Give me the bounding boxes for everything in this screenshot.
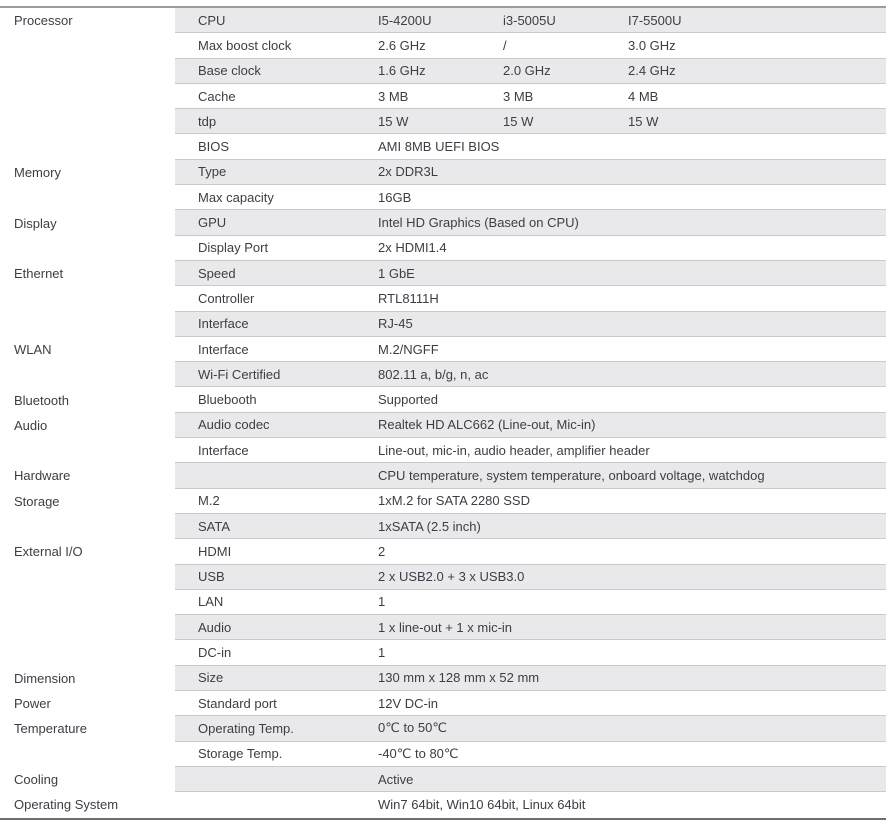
table-row <box>0 387 886 412</box>
row-body <box>175 767 886 792</box>
value-cell: 1 GbE <box>378 265 415 281</box>
table-row <box>0 666 886 691</box>
spec-table <box>0 6 886 820</box>
property-label: SATA <box>198 518 231 534</box>
table-row <box>0 438 886 463</box>
value-cell: 2 <box>378 543 386 559</box>
property-label: M.2 <box>198 493 220 509</box>
property-label: tdp <box>198 113 217 129</box>
category-label <box>0 185 175 210</box>
category-label: WLAN <box>14 342 52 357</box>
property-label: DC-in <box>198 645 232 661</box>
value-cell: / <box>503 37 507 53</box>
category-label <box>0 59 175 84</box>
table-row <box>0 640 886 665</box>
property-label: GPU <box>198 215 227 231</box>
value-cell: 3 MB <box>378 88 409 104</box>
value-cell: RJ-45 <box>378 316 413 332</box>
table-row <box>0 8 886 33</box>
table-row <box>0 59 886 84</box>
property-label: Audio codec <box>198 417 270 433</box>
property-label: Interface <box>198 341 249 357</box>
category-label <box>0 438 175 463</box>
table-row <box>0 792 886 817</box>
table-row <box>0 514 886 539</box>
category-label <box>0 362 175 387</box>
category-label <box>0 640 175 665</box>
property-label: HDMI <box>198 543 232 559</box>
row-body <box>175 514 886 539</box>
category-label: Bluetooth <box>14 392 69 408</box>
row-body <box>175 109 886 134</box>
table-row <box>0 109 886 134</box>
row-body <box>175 539 886 564</box>
property-label: Base clock <box>198 63 261 79</box>
value-cell: 2.6 GHz <box>378 37 426 53</box>
row-body <box>175 716 886 741</box>
category-label: Temperature <box>14 721 87 737</box>
row-body <box>175 565 886 590</box>
category-label: Storage <box>14 493 60 509</box>
table-row <box>0 210 886 235</box>
table-row <box>0 590 886 615</box>
table-row <box>0 489 886 514</box>
property-label: Standard port <box>198 695 277 711</box>
property-label: Audio <box>198 619 232 635</box>
value-cell: 15 W <box>378 113 409 129</box>
table-row <box>0 33 886 58</box>
row-body <box>175 742 886 767</box>
table-row <box>0 362 886 387</box>
value-cell: Active <box>378 771 414 787</box>
row-body <box>175 59 886 84</box>
table-row <box>0 767 886 792</box>
category-label: Memory <box>14 164 61 180</box>
table-row <box>0 716 886 741</box>
category-label: Power <box>14 696 51 712</box>
value-cell: RTL8111H <box>378 290 439 306</box>
value-cell: 4 MB <box>628 88 659 104</box>
value-cell: 1xSATA (2.5 inch) <box>378 518 481 534</box>
category-label: Processor <box>14 13 73 29</box>
value-cell: Win7 64bit, Win10 64bit, Linux 64bit <box>378 797 586 813</box>
value-cell: 15 W <box>503 113 534 129</box>
value-cell: 2x DDR3L <box>378 164 438 180</box>
value-cell: AMI 8MB UEFI BIOS <box>378 139 500 155</box>
value-cell: i3-5005U <box>503 12 556 28</box>
table-row <box>0 84 886 109</box>
value-cell: CPU temperature, system temperature, onboard voltage, watchdog <box>378 467 765 483</box>
value-cell: 1 <box>378 645 386 661</box>
property-label: Operating Temp. <box>198 720 294 736</box>
row-body <box>175 413 886 438</box>
table-row <box>0 160 886 185</box>
property-label: LAN <box>198 594 224 610</box>
row-body <box>175 438 886 463</box>
row-body <box>175 792 886 817</box>
row-body <box>175 362 886 387</box>
property-label: Type <box>198 164 227 180</box>
table-row <box>0 312 886 337</box>
property-label: Cache <box>198 88 236 104</box>
table-row <box>0 286 886 311</box>
row-body <box>175 33 886 58</box>
row-body <box>175 590 886 615</box>
value-cell: 130 mm x 128 mm x 52 mm <box>378 670 540 686</box>
property-label: Storage Temp. <box>198 746 283 762</box>
value-cell: Line-out, mic-in, audio header, amplifier header <box>378 442 650 458</box>
value-cell: 3 MB <box>503 88 534 104</box>
table-row <box>0 337 886 362</box>
row-body <box>175 640 886 665</box>
row-body <box>175 615 886 640</box>
table-row <box>0 413 886 438</box>
property-label: Interface <box>198 316 249 332</box>
row-body <box>175 463 886 488</box>
row-body <box>175 312 886 337</box>
category-label <box>0 615 175 640</box>
property-label: Speed <box>198 265 236 281</box>
property-label: BIOS <box>198 139 230 155</box>
category-label: Dimension <box>14 670 76 686</box>
value-cell: 3.0 GHz <box>628 37 676 53</box>
value-cell: 16GB <box>378 189 412 205</box>
property-label: Display Port <box>198 240 269 256</box>
property-label <box>175 792 378 817</box>
property-label: Wi-Fi Certified <box>198 366 281 382</box>
category-label <box>0 312 175 337</box>
property-label: Max boost clock <box>198 37 292 53</box>
value-cell: 1.6 GHz <box>378 63 426 79</box>
value-cell: 0℃ to 50℃ <box>378 720 447 736</box>
value-cell: Intel HD Graphics (Based on CPU) <box>378 215 579 231</box>
value-cell: I5-4200U <box>378 12 432 28</box>
property-label: Bluebooth <box>198 392 257 408</box>
category-label <box>0 565 175 590</box>
category-label <box>0 84 175 109</box>
property-label: Interface <box>198 442 249 458</box>
row-body <box>175 261 886 286</box>
category-label <box>0 514 175 539</box>
row-body <box>175 8 886 33</box>
property-label <box>175 463 378 487</box>
row-body <box>175 160 886 185</box>
category-label <box>0 590 175 615</box>
category-label <box>0 742 175 767</box>
row-body <box>175 286 886 311</box>
value-cell: I7-5500U <box>628 12 682 28</box>
category-label <box>0 109 175 134</box>
table-row <box>0 261 886 286</box>
value-cell: -40℃ to 80℃ <box>378 745 459 761</box>
value-cell: 2 x USB2.0 + 3 x USB3.0 <box>378 569 525 585</box>
value-cell: 2.4 GHz <box>628 63 676 79</box>
row-body <box>175 134 886 159</box>
value-cell: 15 W <box>628 113 659 129</box>
category-label: Audio <box>14 417 48 433</box>
category-label: External I/O <box>14 544 83 560</box>
value-cell: 2.0 GHz <box>503 63 551 79</box>
category-label <box>0 236 175 261</box>
row-body <box>175 84 886 109</box>
row-body <box>175 185 886 210</box>
row-body <box>175 337 886 362</box>
category-label: Operating System <box>14 797 119 813</box>
property-label: Controller <box>198 290 255 306</box>
category-label: Hardware <box>14 468 71 484</box>
table-row <box>0 236 886 261</box>
category-label: Ethernet <box>14 266 64 282</box>
value-cell: 1 <box>378 594 386 610</box>
value-cell: 802.11 a, b/g, n, ac <box>378 366 489 382</box>
row-body <box>175 489 886 514</box>
table-row <box>0 691 886 716</box>
row-body <box>175 236 886 261</box>
value-cell: 2x HDMI1.4 <box>378 240 447 256</box>
row-body <box>175 666 886 691</box>
value-cell: 12V DC-in <box>378 695 438 711</box>
category-label <box>0 33 175 58</box>
table-row <box>0 742 886 767</box>
table-row <box>0 134 886 159</box>
table-row <box>0 463 886 488</box>
category-label <box>0 134 175 159</box>
category-label <box>0 286 175 311</box>
row-body <box>175 387 886 412</box>
table-row <box>0 615 886 640</box>
table-row <box>0 565 886 590</box>
row-body <box>175 691 886 716</box>
property-label: Size <box>198 670 224 686</box>
value-cell: Realtek HD ALC662 (Line-out, Mic-in) <box>378 417 596 433</box>
value-cell: M.2/NGFF <box>378 341 439 357</box>
property-label: Max capacity <box>198 189 274 205</box>
table-row <box>0 185 886 210</box>
category-label: Cooling <box>14 772 59 788</box>
value-cell: Supported <box>378 392 438 408</box>
category-label: Display <box>14 215 57 231</box>
table-row <box>0 539 886 564</box>
value-cell: 1xM.2 for SATA 2280 SSD <box>378 493 530 509</box>
property-label: USB <box>198 569 225 585</box>
value-cell: 1 x line-out + 1 x mic-in <box>378 619 513 635</box>
row-body <box>175 210 886 235</box>
property-label <box>175 767 378 791</box>
property-label: CPU <box>198 12 226 28</box>
